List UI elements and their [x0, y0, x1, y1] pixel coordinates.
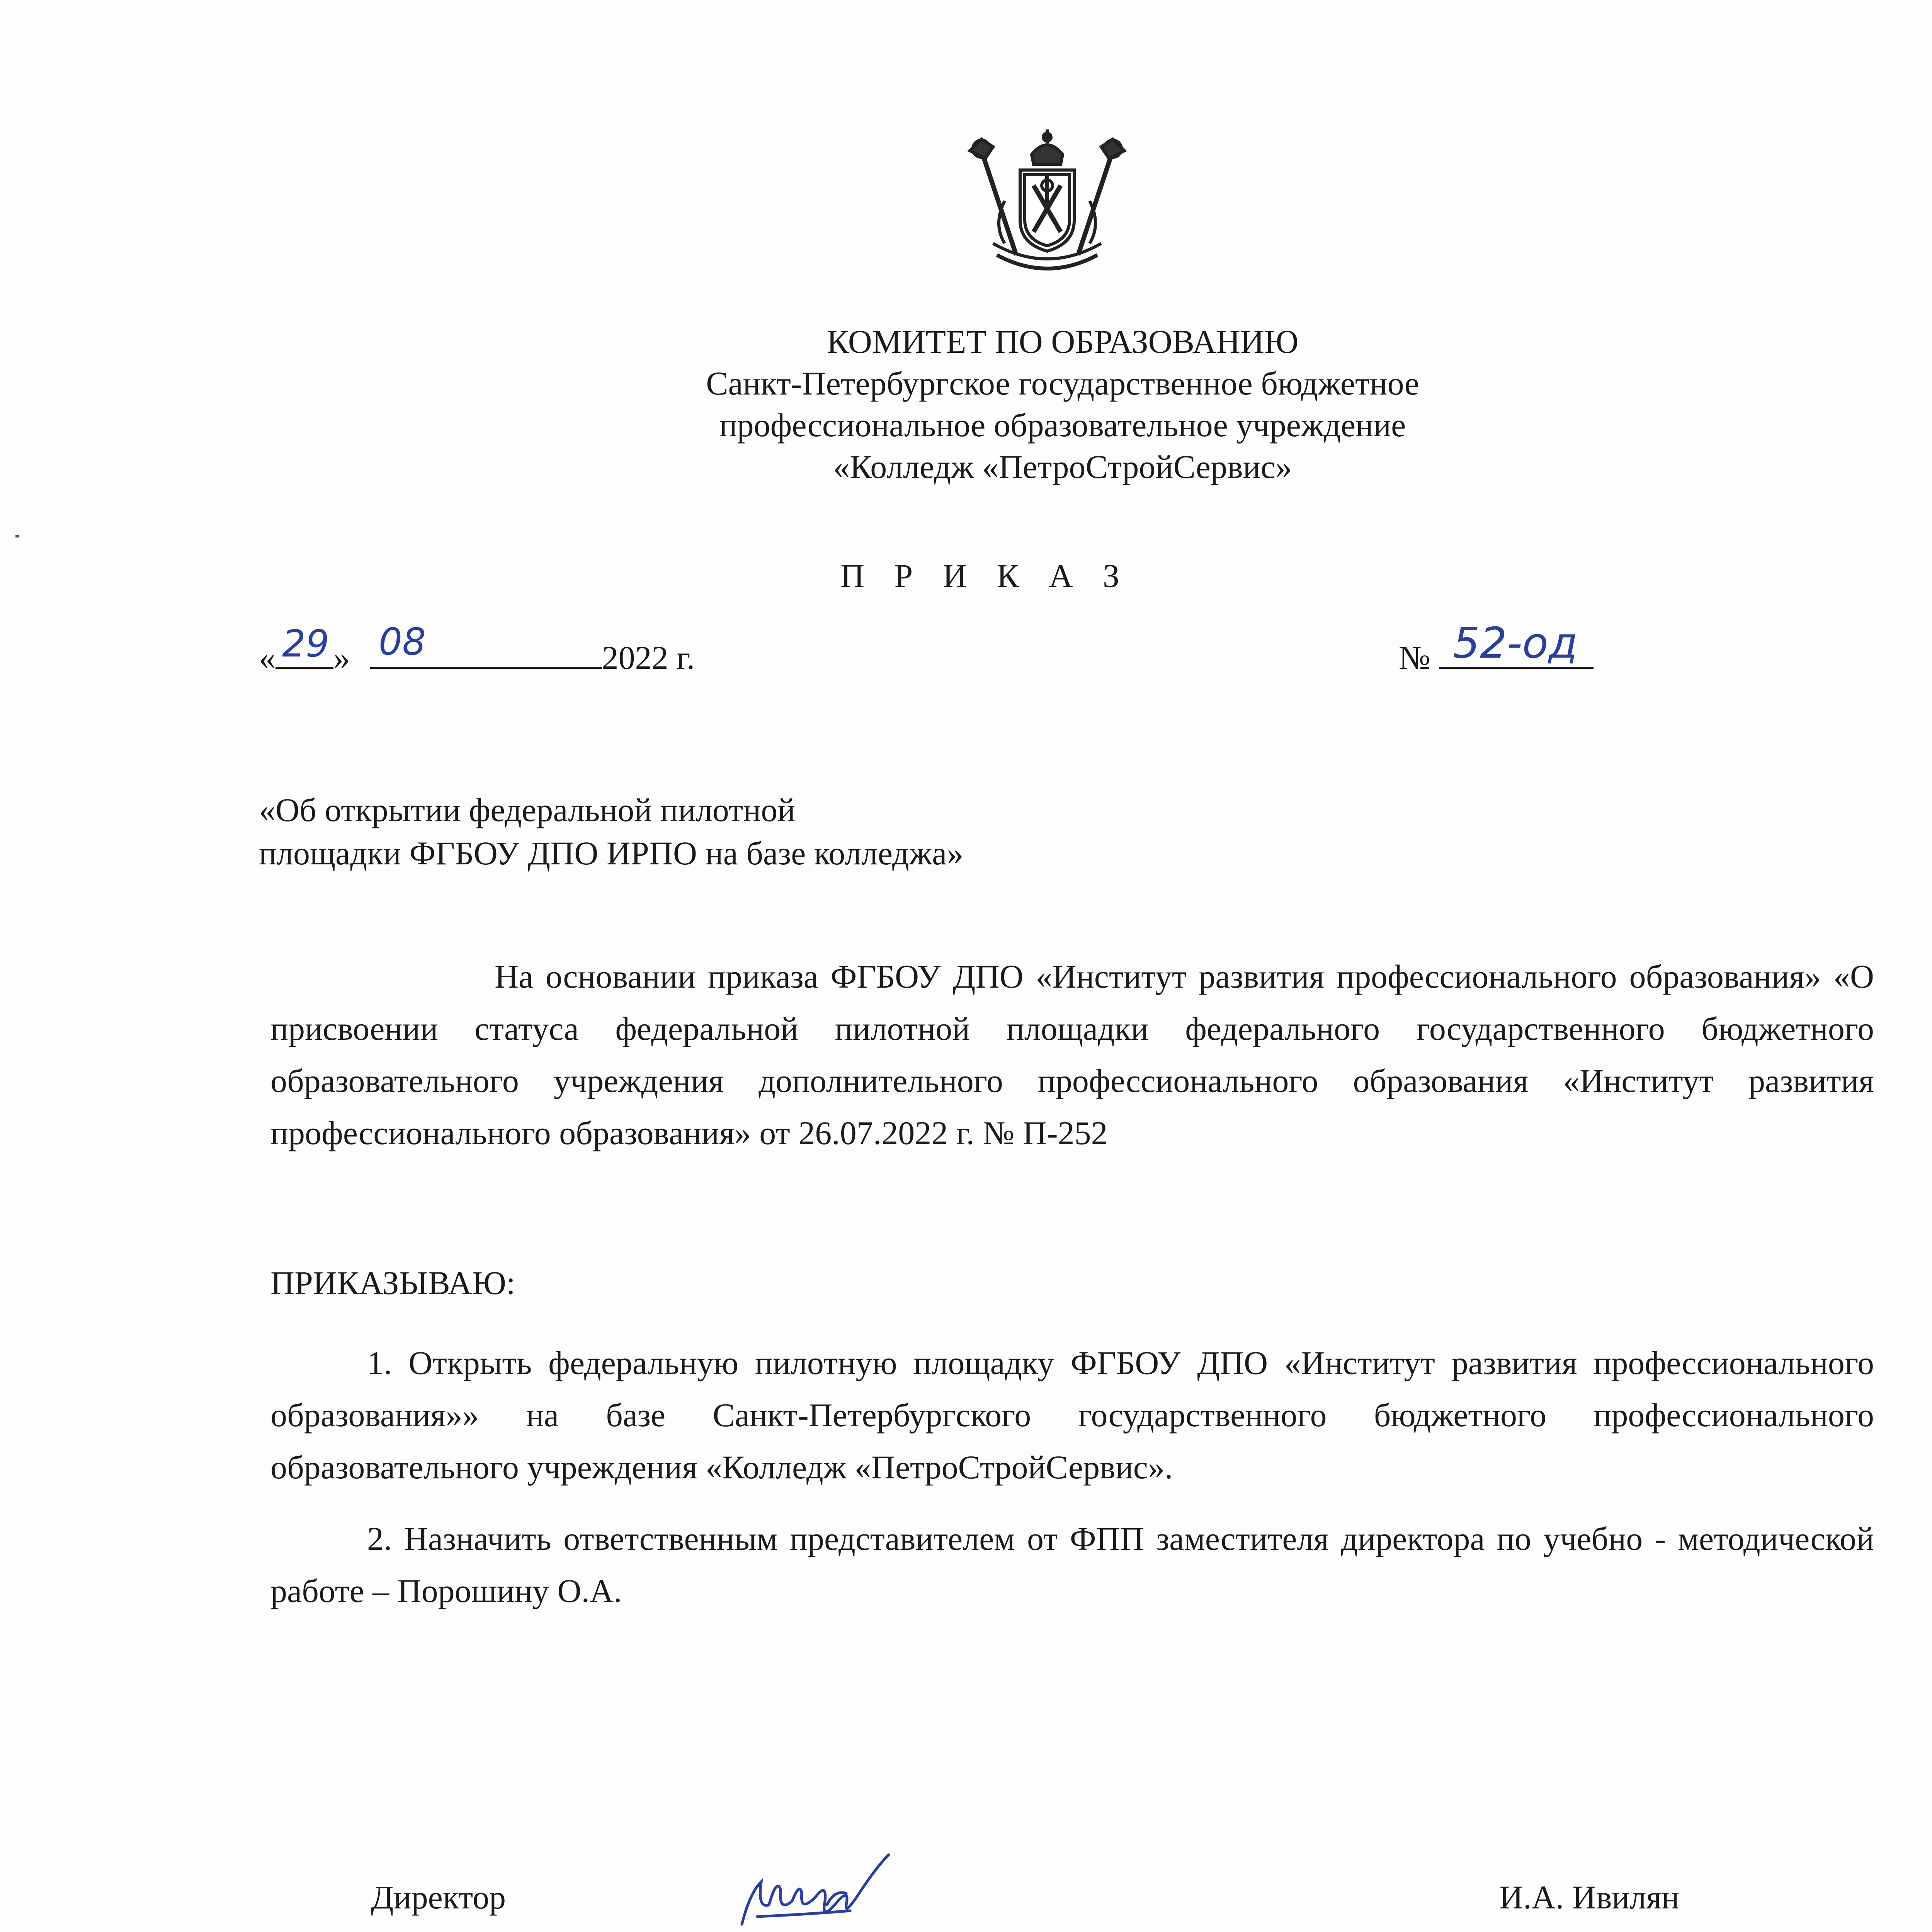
- scan-speck: [15, 535, 19, 537]
- subject-line-1: «Об открытии федеральной пилотной: [259, 791, 796, 828]
- organization-line-3: «Колледж «ПетроСтройСервис»: [833, 448, 1292, 485]
- committee-name: КОМИТЕТ ПО ОБРАЗОВАНИЮ: [827, 323, 1299, 360]
- organization-line-2: профессиональное образовательное учреждение: [719, 406, 1406, 444]
- date-close-quote: »: [333, 639, 350, 676]
- basis-paragraph: На основании приказа ФГБОУ ДПО «Институт развития профессионального образования» «О присвоении статуса федеральной пилотной площадки федерального государственного бюджетного образовательного учреждения дополнительного профессионального образования «Институт развития профессионального образования» от 26.07.2022 г. № П-252: [270, 958, 1874, 1151]
- signatory-position: Директор: [371, 1879, 506, 1916]
- order-item-1: 1. Открыть федеральную пилотную площадку ФГБОУ ДПО «Институт развития профессионального образования»» на базе Санкт-Петербургского государственного бюджетного профессионального образовательного учреждения «Колледж «ПетроСтройСервис».: [270, 1344, 1874, 1486]
- handwritten-day: 29: [282, 622, 330, 665]
- handwritten-month: 08: [379, 620, 426, 663]
- organization-header: [464, 321, 1662, 488]
- handwritten-signature: [734, 1847, 896, 1932]
- signatory-name: И.А. Ивилян: [1499, 1879, 1679, 1916]
- number-label: №: [1399, 639, 1431, 676]
- order-title: П Р И К А З: [840, 557, 1131, 594]
- orders-heading: ПРИКАЗЫВАЮ:: [270, 1264, 515, 1301]
- handwritten-order-number: 52-од: [1453, 618, 1578, 668]
- subject-line-2: площадки ФГБОУ ДПО ИРПО на базе колледжа»: [259, 835, 964, 872]
- date-open-quote: «: [259, 639, 276, 676]
- coat-of-arms-icon: [958, 128, 1136, 290]
- order-subject: [259, 788, 963, 875]
- order-item-2: 2. Назначить ответственным представителем от ФПП заместителя директора по учебно - методической работе – Порошину О.А.: [270, 1520, 1874, 1609]
- date-year: 2022 г.: [602, 639, 695, 676]
- organization-line-1: Санкт-Петербургское государственное бюджетное: [706, 365, 1419, 402]
